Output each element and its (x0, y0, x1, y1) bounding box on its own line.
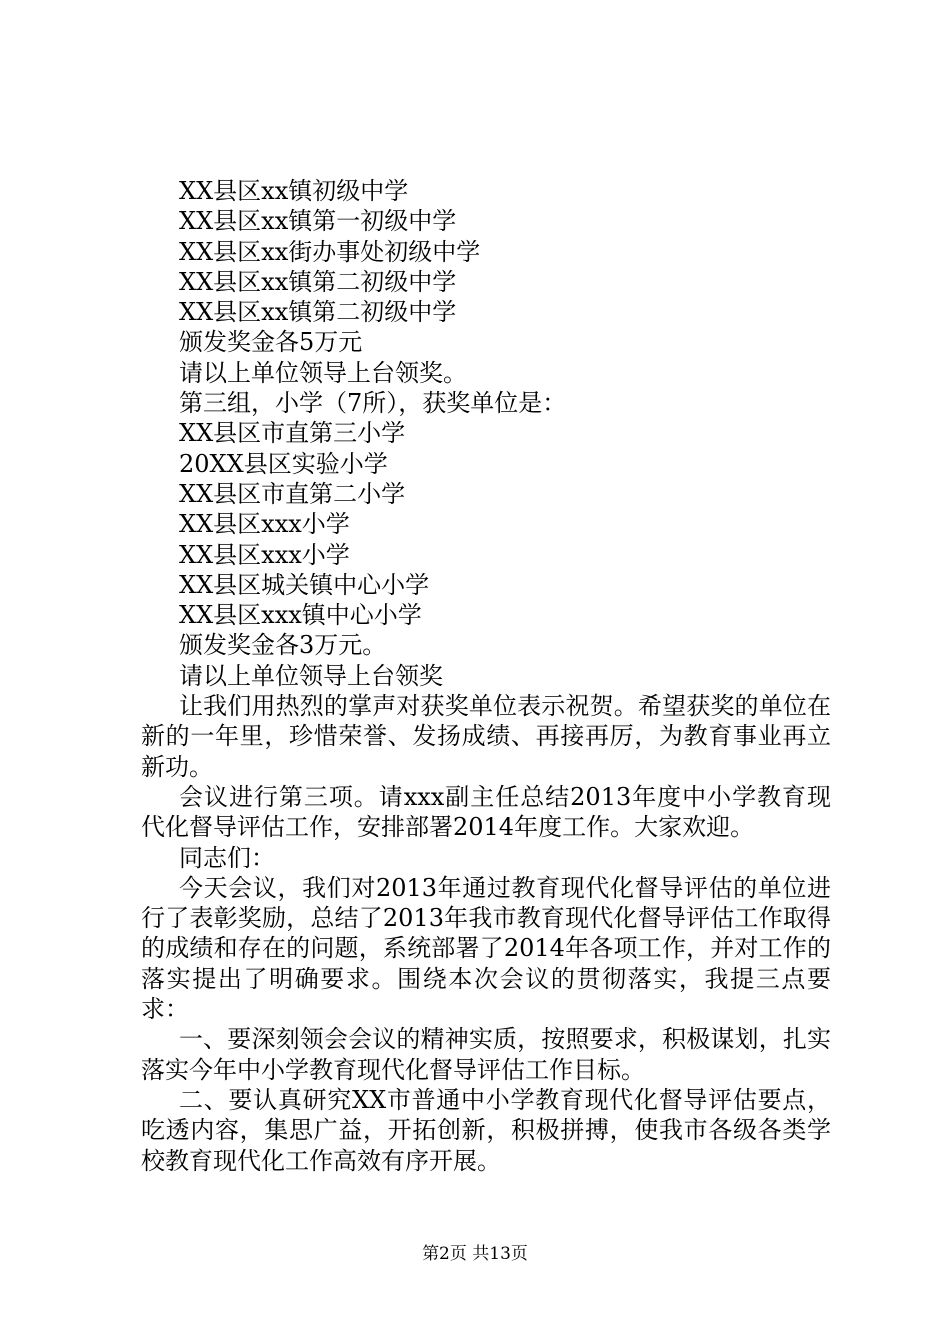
paragraph: 今天会议，我们对2013年通过教育现代化督导评估的单位进行了表彰奖励，总结了2013年我市教育现代化督导评估工作取得的成绩和存在的问题，系统部署了2014年各项工作，并对工作的落实提出了明确要求。围绕本次会议的贯彻落实，我提三点要求： (141, 873, 831, 1024)
list-line: XX县区xx街办事处初级中学 (179, 237, 481, 266)
list-line: XX县区xx镇第二初级中学 (179, 267, 457, 296)
invite-line: 请以上单位领导上台领奖。 (179, 358, 467, 387)
award-amount-line: 颁发奖金各3万元。 (179, 631, 387, 660)
paragraph: 二、要认真研究XX市普通中小学教育现代化督导评估要点，吃透内容，集思广益，开拓创新，积极拼搏，使我市各级各类学校教育现代化工作高效有序开展。 (141, 1085, 831, 1175)
paragraph: 一、要深刻领会会议的精神实质，按照要求，积极谋划，扎实落实今年中小学教育现代化督导评估工作目标。 (141, 1025, 831, 1084)
group-heading: 第三组，小学（7所），获奖单位是： (179, 389, 567, 418)
list-line: XX县区xx镇初级中学 (179, 177, 409, 205)
list-line: XX县区市直第三小学 (179, 419, 406, 448)
list-line: XX县区xx镇第一初级中学 (179, 207, 457, 236)
list-line: XX县区市直第二小学 (179, 479, 406, 508)
list-line: XX县区xx镇第二初级中学 (179, 298, 457, 327)
list-line: XX县区xxx小学 (179, 510, 350, 539)
page-footer: 第2页 共13页 (422, 1244, 528, 1264)
list-line: 20XX县区实验小学 (179, 449, 388, 478)
salutation: 同志们： (179, 843, 275, 872)
award-amount-line: 颁发奖金各5万元 (179, 328, 363, 357)
paragraph: 会议进行第三项。请xxx副主任总结2013年度中小学教育现代化督导评估工作，安排部署2014年度工作。大家欢迎。 (141, 782, 831, 842)
invite-line: 请以上单位领导上台领奖 (179, 661, 443, 690)
paragraph: 让我们用热烈的掌声对获奖单位表示祝贺。希望获奖的单位在新的一年里，珍惜荣誉、发扬成绩、再接再厉，为教育事业再立新功。 (141, 692, 831, 781)
list-line: XX县区xxx小学 (179, 540, 350, 569)
list-line: XX县区城关镇中心小学 (179, 570, 430, 599)
list-line: XX县区xxx镇中心小学 (179, 601, 422, 630)
document-body (141, 176, 831, 1176)
